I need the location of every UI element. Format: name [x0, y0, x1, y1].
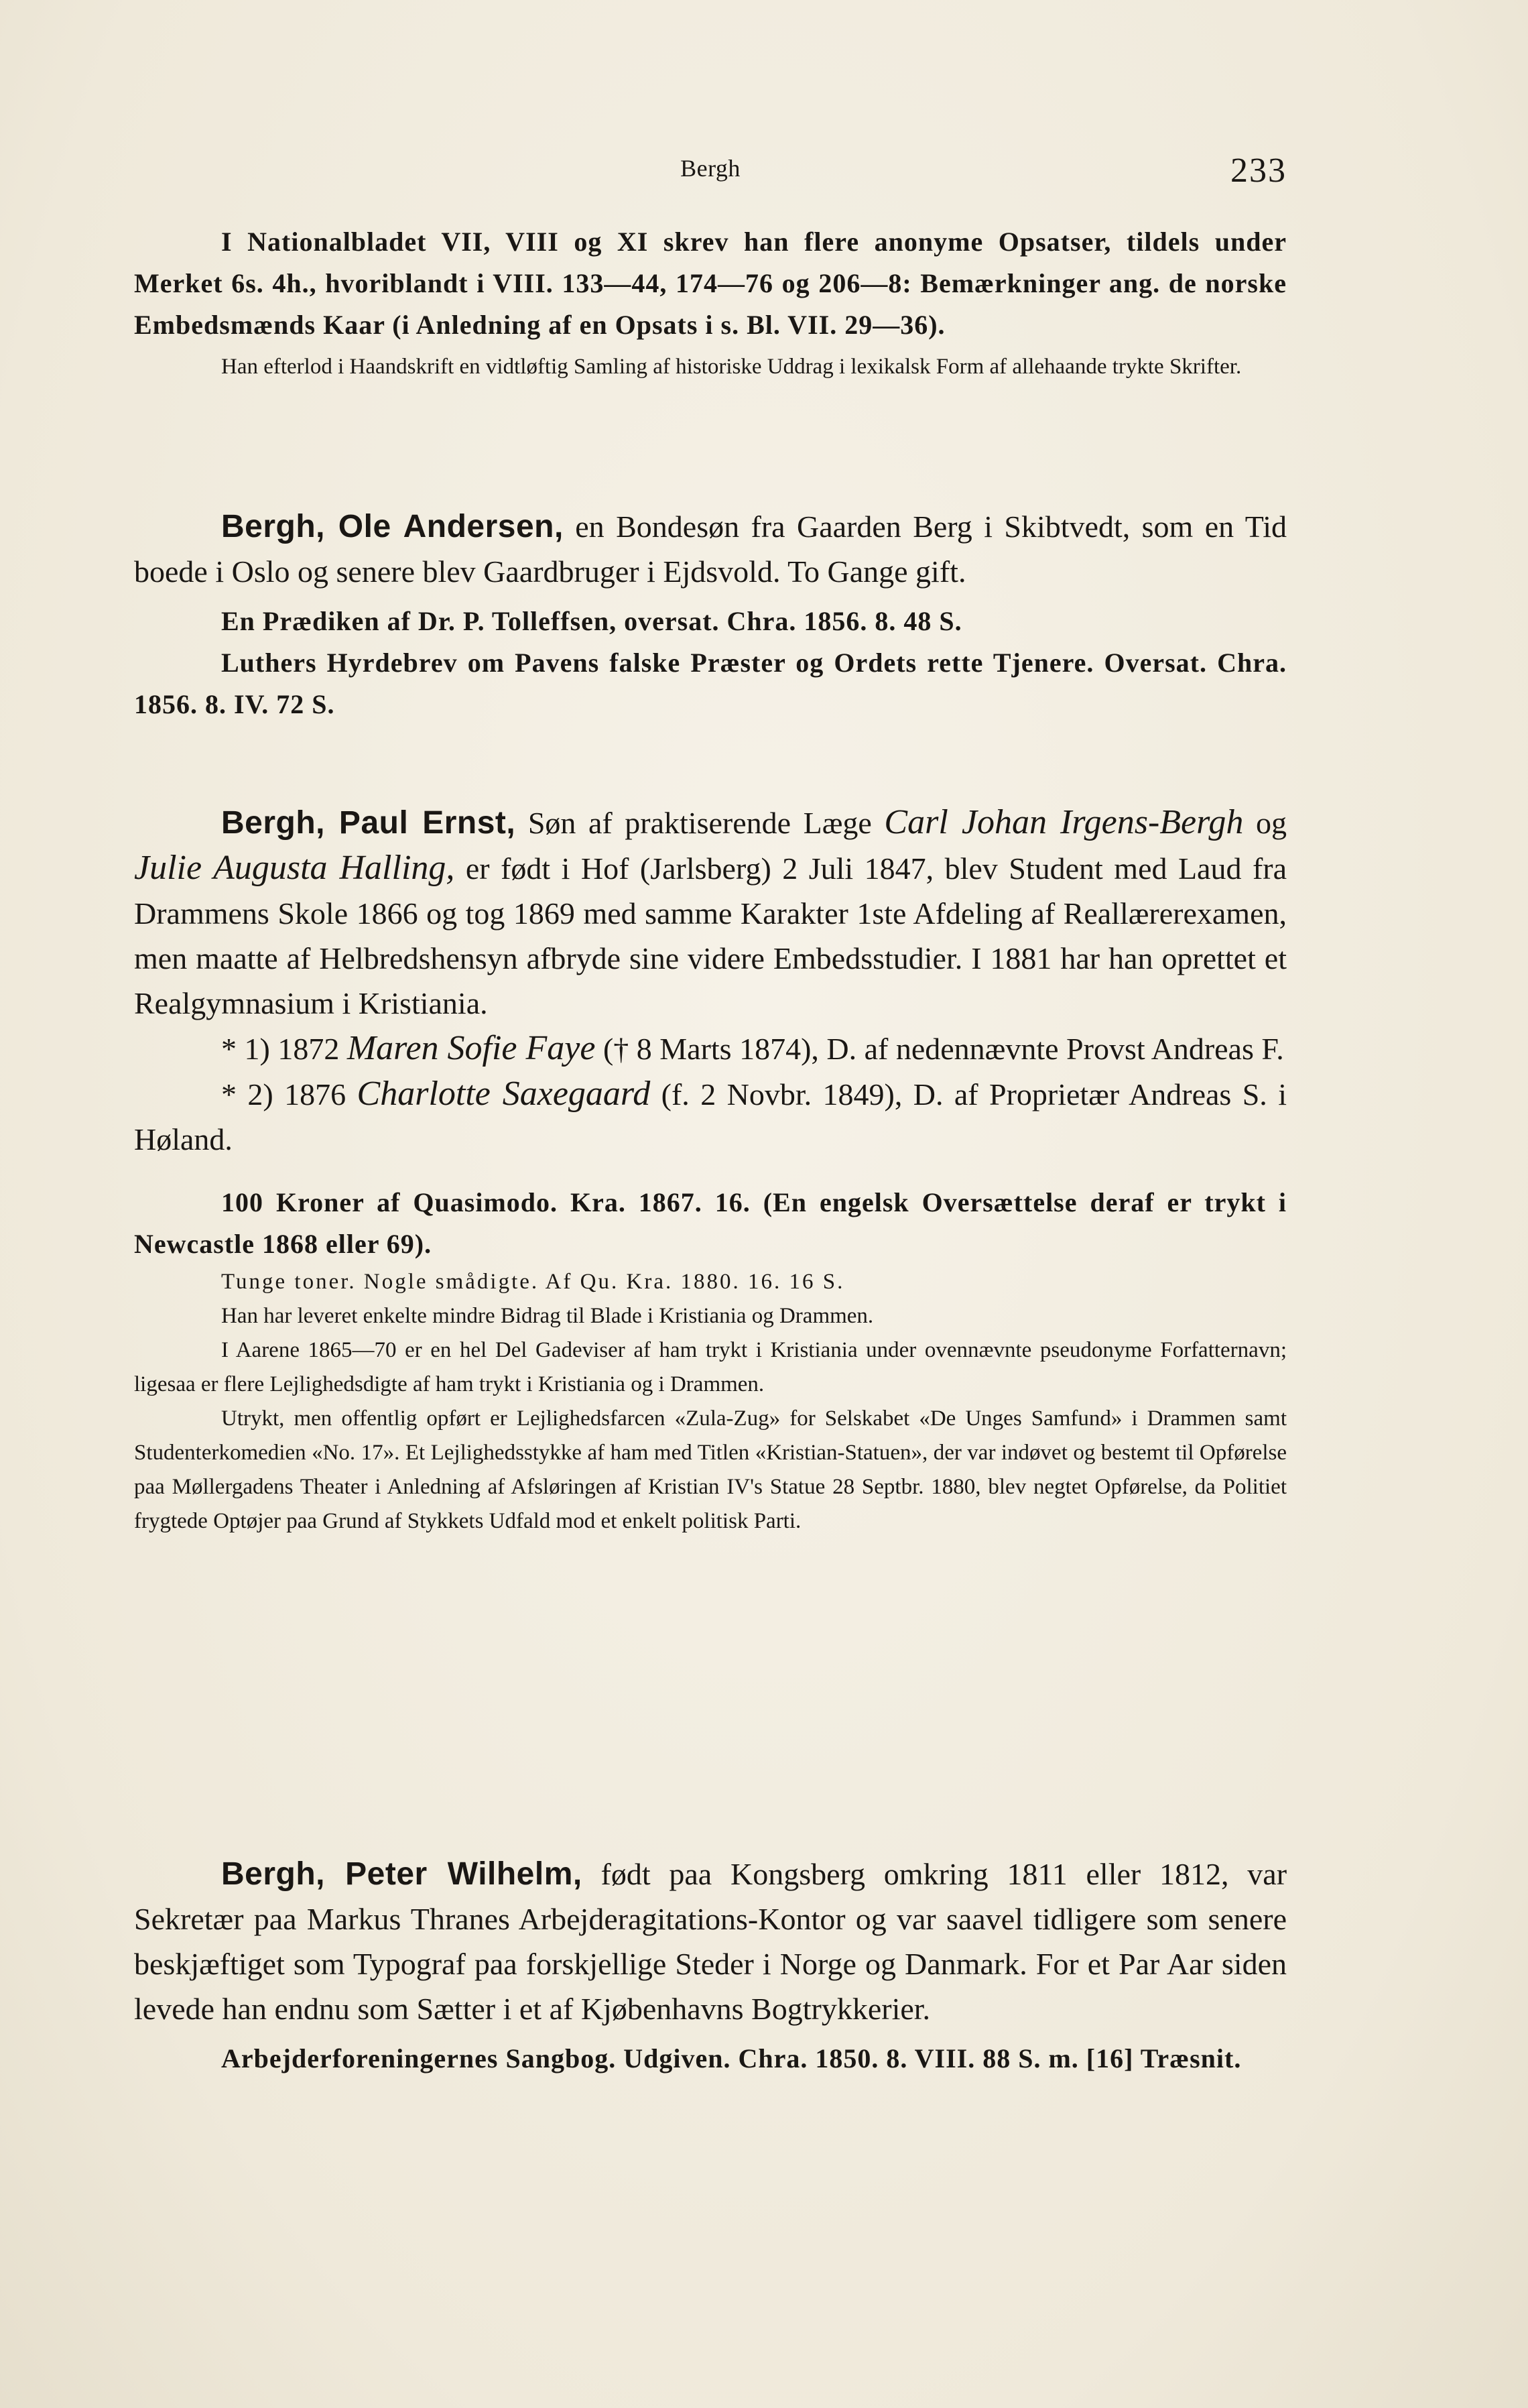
work-title: Arbejderforeningernes Sangbog. Udgiven. Chra. 1850. 8. VIII. 88 S. m. [16] Træsnit.	[221, 2043, 1242, 2073]
entry-ole-andersen	[134, 504, 1287, 725]
entry-intro: Søn af praktiserende Læge	[527, 806, 872, 840]
continued-entry	[134, 221, 1287, 384]
marriage-date: * 2) 1876	[221, 1077, 346, 1111]
note-line: I Aarene 1865—70 er en hel Del Gadeviser af ham trykt i Kristiania under ovennævnte pseudonyme Forfatternavn; ligesaa er flere Lejlighedsdigte af ham trykt i Kristiania og i Drammen.	[134, 1338, 1287, 1396]
page-number: 233	[1230, 152, 1287, 190]
marriage-details: († 8 Marts 1874), D. af nedennævnte Provst Andreas F.	[602, 1032, 1284, 1066]
marriage-date: * 1) 1872	[221, 1032, 340, 1066]
spouse-name: Charlotte Saxegaard	[357, 1075, 651, 1113]
entry-biography	[134, 800, 1287, 1026]
work-title: 100 Kroner af Quasimodo. Kra. 1867. 16. (En engelsk Oversættelse deraf er trykt i Newcastle 1868 eller 69).	[134, 1187, 1287, 1259]
entry-biography	[134, 504, 1287, 594]
note-line: Han har leveret enkelte mindre Bidrag til Blade i Kristiania og Drammen.	[221, 1304, 874, 1328]
work-title: En Prædiken af Dr. P. Tolleffsen, oversat. Chra. 1856. 8. 48 S.	[221, 606, 962, 636]
entry-intro: en Bondesøn fra Gaarden Berg i Skibtvedt, som en Tid boede i Oslo og senere blev Gaardbruger i Ejdsvold. To Gange gift.	[134, 509, 1287, 589]
entry-name: Bergh, Paul Ernst,	[221, 805, 516, 841]
work-title: Luthers Hyrdebrev om Pavens falske Præster og Ordets rette Tjenere. Oversat. Chra. 1856. 8. IV. 72 S.	[134, 648, 1287, 719]
entry-intro: født paa Kongsberg omkring 1811 eller 1812, var Sekretær paa Markus Thranes Arbejderagitations-Kontor og var saavel tidligere som senere beskjæftiget som Typograf paa forskjellige Steder i Norge og Danmark. For et Par Aar siden levede han endnu som Sætter i et af Kjøbenhavns Bogtrykkerier.	[134, 1857, 1287, 2026]
marriage-second	[134, 1071, 1287, 1162]
marriage-first	[134, 1026, 1287, 1071]
father-name: Carl Johan Irgens-Bergh	[884, 803, 1244, 841]
note-line: Utrykt, men offentlig opført er Lejlighedsfarcen «Zula-Zug» for Selskabet «De Unges Samfund» i Drammen samt Studenterkomedien «No. 17». Et Lejlighedsstykke af ham med Titlen «Kristian-Statuen», der var indøvet og bestemt til Opførelse paa Møllergadens Theater i Anledning af Afsløringen af Kristian IV's Statue 28 Septbr. 1880, blev negtet Opførelse, da Politiet frygtede Optøjer paa Grund af Stykkets Udfald mod et enkelt politisk Parti.	[134, 1406, 1287, 1533]
mother-name: Julie Augusta Halling,	[134, 849, 455, 887]
note-line: Tunge toner. Nogle smådigte. Af Qu. Kra. 1880. 16. 16 S.	[221, 1270, 845, 1294]
spouse-name: Maren Sofie Faye	[346, 1029, 596, 1067]
marriage-details: (f. 2 Novbr. 1849), D. af Proprietær Andreas S. i Høland.	[134, 1077, 1287, 1156]
entry-biography	[134, 1852, 1287, 2031]
entry-paul-ernst	[134, 800, 1287, 1539]
page-header	[134, 151, 1287, 198]
running-head: Bergh	[680, 155, 741, 182]
continued-note: Han efterlod i Haandskrift en vidtløftig Samling af historiske Uddrag i lexikalsk Form af allehaande trykte Skrifter.	[221, 355, 1242, 379]
entry-name: Bergh, Peter Wilhelm,	[221, 1856, 582, 1892]
entry-intro-continued: er født i Hof (Jarlsberg) 2 Juli 1847, blev Student med Laud fra Drammens Skole 1866 og tog 1869 med samme Karakter 1ste Afdeling af Reallærerexamen, men maatte af Helbredshensyn afbryde sine videre Embedsstudier. I 1881 har han oprettet et Realgymnasium i Kristiania.	[134, 851, 1287, 1020]
entry-peter-wilhelm	[134, 1852, 1287, 2080]
continued-paragraph: I Nationalbladet VII, VIII og XI skrev han flere anonyme Opsatser, tildels under Merket 6s. 4h., hvoriblandt i VIII. 133—44, 174—76 og 206—8: Bemærkninger ang. de norske Embedsmænds Kaar (i Anledning af en Opsats i s. Bl. VII. 29—36).	[134, 227, 1287, 340]
conjunction: og	[1256, 806, 1287, 840]
entry-name: Bergh, Ole Andersen,	[221, 509, 564, 544]
